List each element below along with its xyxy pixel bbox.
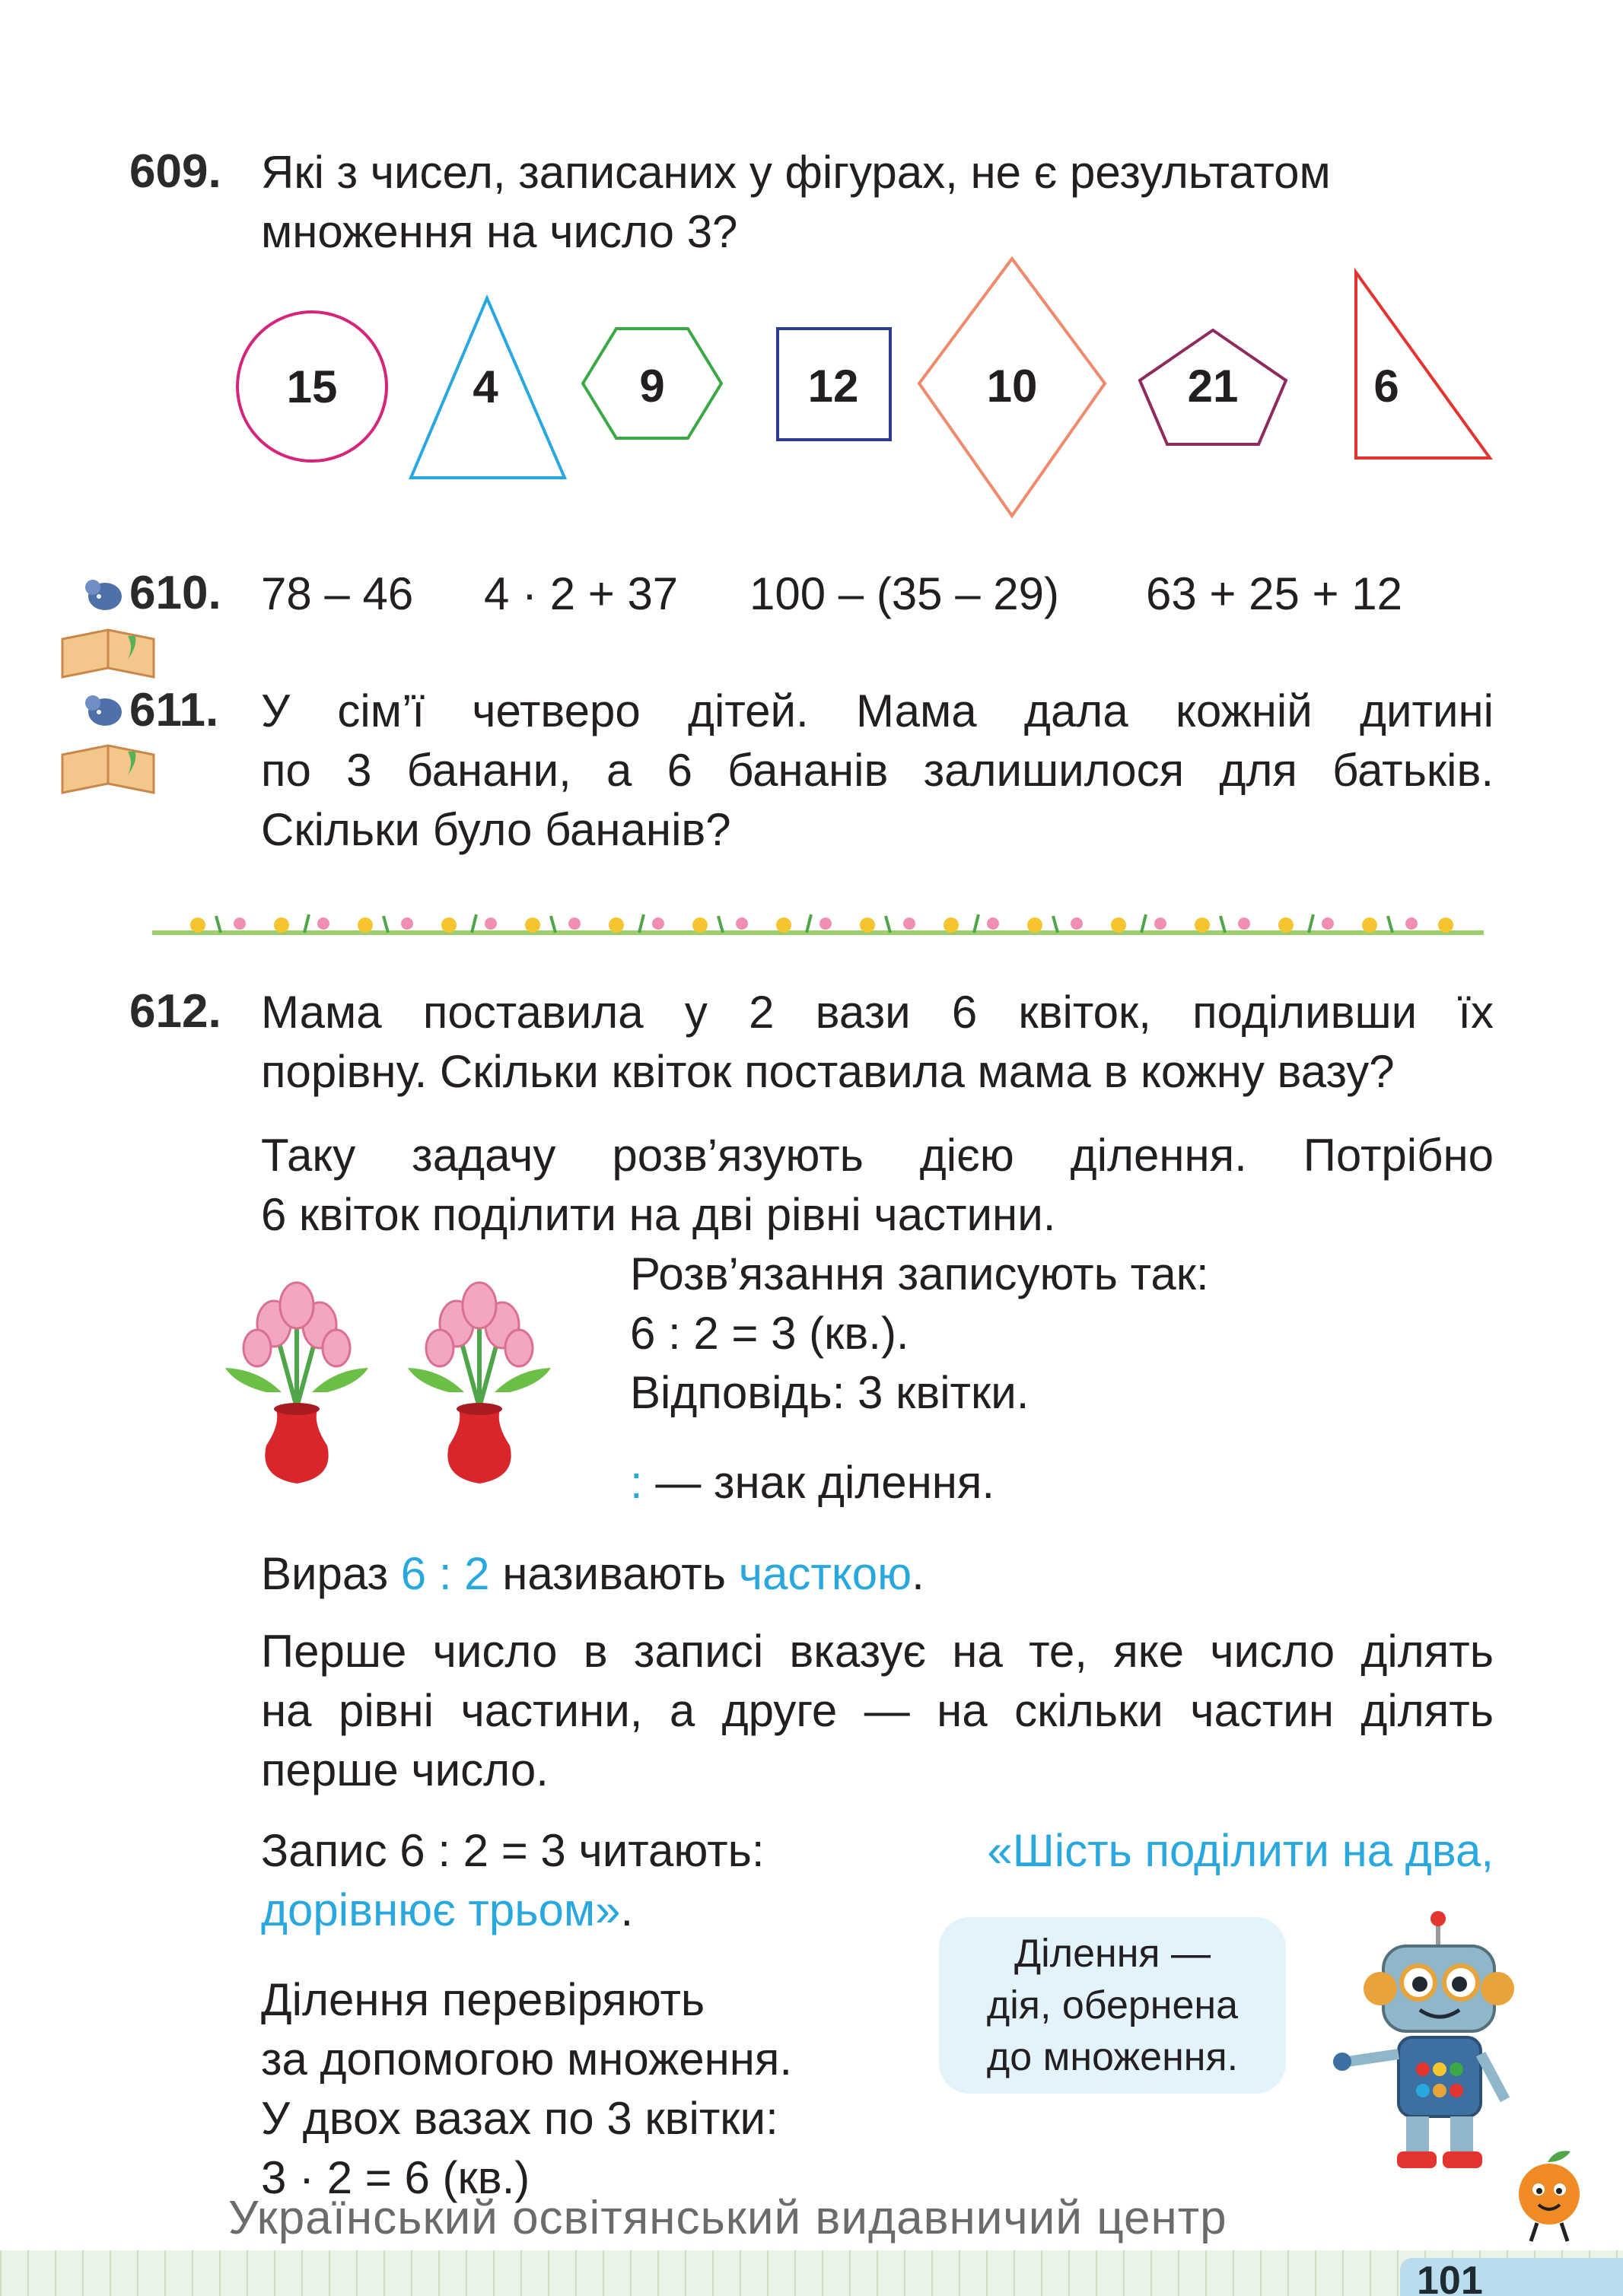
rule-line1: Перше число в записі вказує на те, яке число ділять	[261, 1626, 1494, 1677]
square-number: 12	[807, 361, 859, 412]
reading-pre: Запис 6 : 2 = 3 читають:	[261, 1825, 765, 1876]
quotient-mid: називають	[502, 1548, 727, 1599]
rhombus-figure	[919, 259, 1105, 516]
exercise-612-line1: Мама поставила у 2 вази 6 квіток, поділивши їх	[261, 987, 1494, 1038]
quotient-end: .	[912, 1548, 924, 1599]
reading-quote-part1: «Шість поділити на два,	[987, 1825, 1494, 1876]
division-sign: :	[630, 1457, 643, 1508]
exercise-610-expr1: 78 – 46	[261, 568, 414, 619]
check-line1: Ділення перевіряють	[261, 1974, 705, 2025]
exercise-611-line3: Скільки було бананів?	[261, 804, 731, 855]
triangle-figure	[411, 298, 565, 478]
quotient-pre: Вираз	[261, 1548, 389, 1599]
exercise-610-expr3: 100 – (35 – 29)	[749, 568, 1059, 619]
orange-mascot-icon	[1504, 2145, 1595, 2244]
exercise-611-line1: У сім’ї четверо дітей. Мама дала кожній дитині	[261, 685, 1494, 736]
quotient-term: часткою	[738, 1548, 912, 1599]
square-figure	[778, 329, 890, 440]
reading-line1	[261, 1821, 1494, 1881]
explanation-line2: 6 квіток поділити на дві рівні частини.	[261, 1189, 1056, 1240]
check-line4: 3 · 2 = 6 (кв.)	[261, 2152, 530, 2203]
exercise-609-line2: множення на число 3?	[261, 206, 738, 257]
hexagon-number: 9	[639, 361, 665, 412]
quotient-definition	[261, 1544, 924, 1604]
division-sign-note	[630, 1453, 994, 1512]
rule-line2: на рівні частини, а друге — на скільки частин ділять	[261, 1685, 1494, 1736]
quotient-expression: 6 : 2	[400, 1548, 490, 1599]
footer-strip	[0, 2250, 1623, 2296]
exercise-610-expr4: 63 + 25 + 12	[1146, 568, 1402, 619]
right-triangle-number: 6	[1373, 361, 1399, 412]
circle-number: 15	[286, 361, 338, 412]
bubble-line1: Ділення —	[1014, 1932, 1211, 1976]
pentagon-figure	[1140, 330, 1286, 444]
exercise-609-line1: Які з чисел, записаних у фігурах, не є результатом	[261, 147, 1331, 198]
flower-border-icon	[137, 898, 1499, 943]
bubble-line2: дія, обернена	[986, 1983, 1239, 2027]
rhombus-number: 10	[986, 361, 1038, 412]
hexagon-figure	[583, 329, 721, 438]
explanation-line1: Таку задачу розв’язують дією ділення. Потрібно	[261, 1130, 1494, 1181]
speech-bubble	[939, 1917, 1286, 2094]
solution-line1: Розв’язання записують так:	[630, 1248, 1209, 1299]
exercise-611-line2: по 3 банани, а 6 бананів залишилося для батьків.	[261, 745, 1494, 796]
reading-end: .	[620, 1884, 634, 1935]
circle-figure	[237, 312, 387, 461]
tulip-vase-icon	[221, 1278, 586, 1499]
exercise-610-expr2: 4 · 2 + 37	[484, 568, 679, 619]
solution-line3: Відповідь: 3 квітки.	[630, 1367, 1029, 1418]
exercise-612-line2: порівну. Скільки квіток поставила мама в кожну вазу?	[261, 1046, 1395, 1097]
division-sign-text: — знак ділення.	[655, 1457, 995, 1508]
exercise-number-612: 612.	[129, 985, 221, 1038]
robot-icon	[1324, 1910, 1545, 2176]
exercise-number-610: 610.	[129, 567, 221, 619]
exercise-number-609: 609.	[129, 145, 221, 198]
pentagon-number: 21	[1187, 361, 1239, 412]
check-line2: за допомогою множення.	[261, 2034, 793, 2085]
figures-row	[0, 251, 1623, 533]
reading-line2	[261, 1881, 633, 1940]
check-line3: У двох вазах по 3 квітки:	[261, 2093, 778, 2144]
page-number: 101	[1400, 2258, 1623, 2296]
right-triangle-figure	[1356, 272, 1490, 458]
bubble-line3: до множення.	[986, 2035, 1239, 2079]
exercise-number-611: 611.	[129, 684, 219, 736]
publisher-footer: Український освітянський видавничий центр	[228, 2192, 1227, 2244]
solution-line2: 6 : 2 = 3 (кв.).	[630, 1308, 909, 1359]
rule-line3: перше число.	[261, 1744, 549, 1795]
triangle-number: 4	[473, 361, 498, 412]
reading-quote-part2: дорівнює трьом»	[261, 1884, 621, 1935]
